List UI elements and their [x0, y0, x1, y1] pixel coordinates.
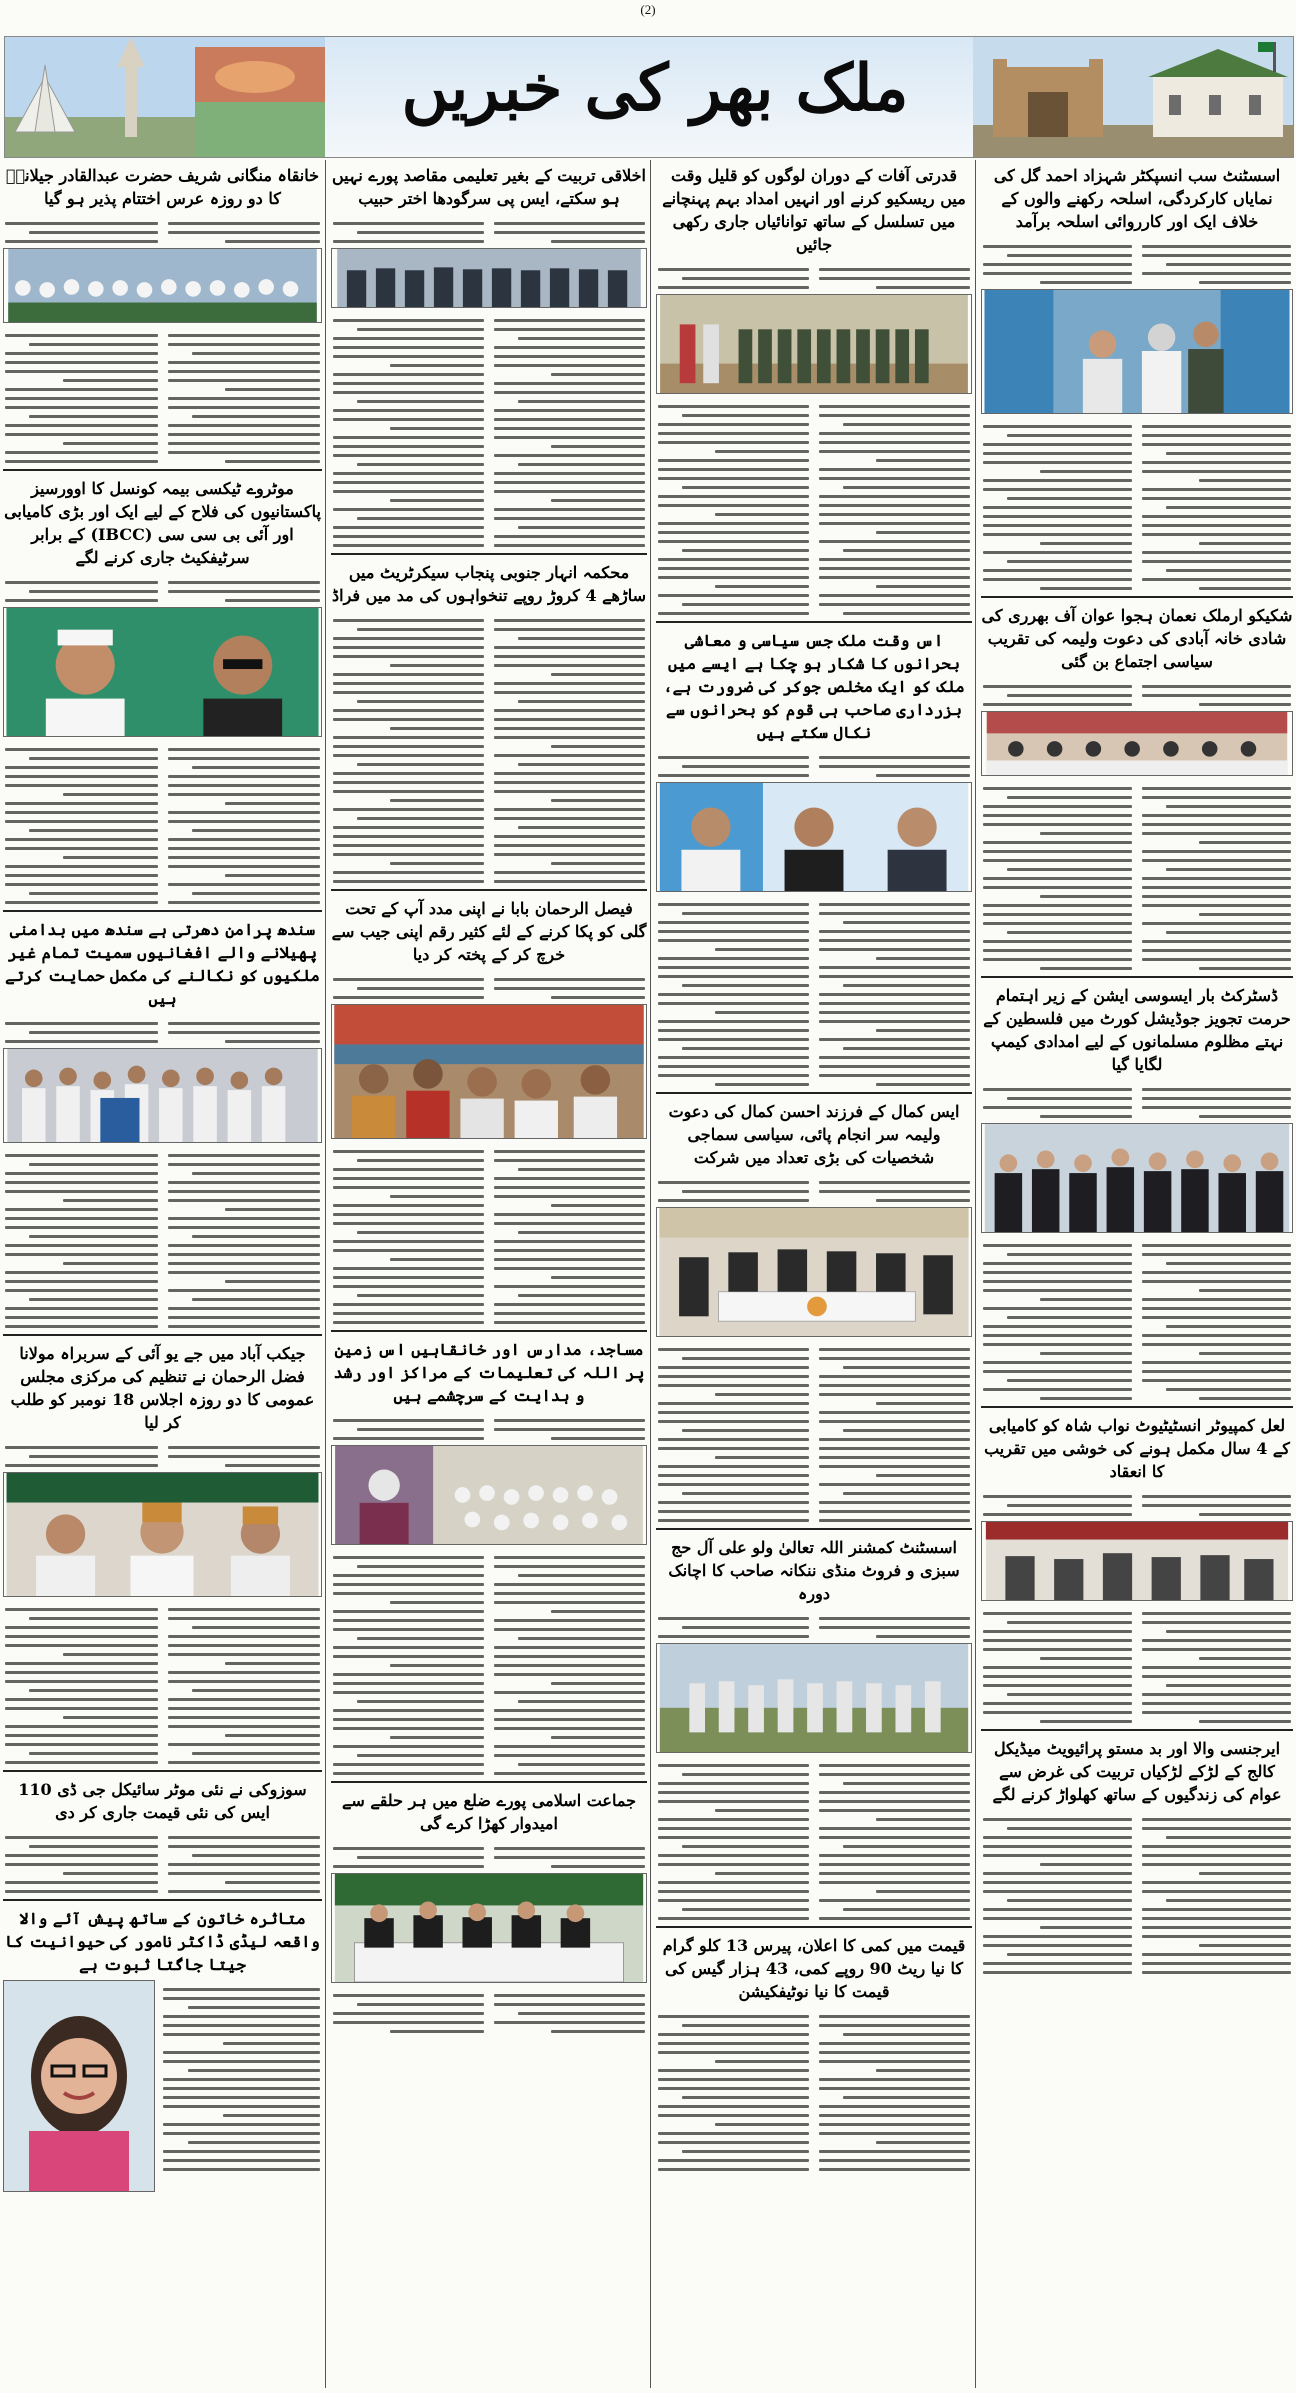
story-photo: [3, 248, 322, 323]
story: [331, 164, 647, 555]
story: [981, 984, 1293, 1408]
story-photo: [331, 248, 647, 308]
story: [331, 1338, 647, 1783]
masthead-title: ملک بھر کی خبریں: [401, 51, 909, 126]
story-headline: سندھ پرامن دھرتی ہے سندھ میں بدامنی پھیلانے والے افغانیوں سمیت تمام غیر ملکیوں کو نکالنے کی مکمل حمایت کرتے ہیں: [5, 920, 320, 1008]
story-photo: [981, 711, 1293, 776]
story: [656, 1934, 972, 2177]
story: [656, 629, 972, 1094]
story-photo: [3, 1472, 322, 1597]
story-headline: اسسٹنٹ سب انسپکٹر شہزاد احمد گل کی نمایاں کارکردگی، اسلحہ رکھنے والوں کے خلاف ایک اور کارروائی اسلحہ برآمد: [993, 166, 1281, 231]
story-photo: [981, 1521, 1293, 1601]
story-headline: ایرجنسی والا اور بد مستو پرائیویٹ میڈیکل کالج کے لڑکے لڑکیاں تربیت کی غرض سے عوام کی زندگیوں کے ساتھ کھلواڑ کرنے لگے: [992, 1739, 1282, 1804]
story-headline: جماعت اسلامی پورے ضلع میں ہر حلقے سے امیدوار کھڑا کرے گی: [341, 1791, 636, 1833]
story: [3, 1907, 322, 2196]
story-headline: ڈسٹرکٹ بار ایسوسی ایشن کے زیر اہتمام حرمت تجویز جوڈیشل کورٹ میں فلسطین کے نہتے مظلوم مسلمانوں کے لیے امدادی کیمپ لگایا گیا: [983, 986, 1291, 1074]
story-headline: جیکب آباد میں جے یو آئی کے سربراہ مولانا فضل الرحمان نے تنظیم کی مرکزی مجلس عمومی کا دو روزہ اجلاس 18 نومبر کو طلب کر لیا: [10, 1344, 315, 1432]
story-headline: شکیکو ارملک نعمان ہجوا عوان آف بھرری کی شادی خانہ آبادی کی دعوت ولیمہ کی تقریب سیاسی اجتماع بن گئی: [981, 606, 1293, 671]
masthead-left-collage: [5, 37, 325, 157]
story: [3, 477, 322, 912]
column-right: [978, 160, 1296, 2388]
story: [3, 1342, 322, 1772]
story: [981, 164, 1293, 598]
story-headline: خانقاہ منگانی شریف حضرت عبدالقادر جیلانیؒ کا دو روزہ عرس اختتام پذیر ہو گیا: [5, 166, 320, 208]
masthead-banner: [4, 36, 1294, 158]
story-headline: اخلاقی تربیت کے بغیر تعلیمی مقاصد پورے نہیں ہو سکتے، ایس پی سرگودھا اختر حبیب: [331, 166, 646, 208]
story: [331, 897, 647, 1332]
story-photo: [331, 1873, 647, 1983]
story: [656, 1536, 972, 1928]
story-headline: ایس کمال کے فرزند احسن کمال کی دعوت ولیمہ سر انجام پائی، سیاسی سماجی شخصیات کی بڑی تعداد میں شرکت: [668, 1102, 960, 1167]
story-photo: [3, 1980, 155, 2192]
story-headline: متاثرہ خاتون کے ساتھ پیش آئے والا واقعہ لیڈی ڈاکٹر نامور کی حیوانیت کا جیتا جاگتا ثبوت ہے: [5, 1909, 320, 1974]
column-center-right: [653, 160, 975, 2388]
story: [981, 604, 1293, 978]
story-headline: سوزوکی نے نئی موٹر سائیکل جی ڈی 110 ایس کی نئی قیمت جاری کر دی: [18, 1780, 307, 1822]
story-headline: مساجد، مدارس اور خانقاہیں اس زمین پر اللہ کی تعلیمات کے مراکز اور رشد و ہدایت کے سرچشمے ہیں: [333, 1340, 645, 1405]
story: [331, 561, 647, 891]
story: [331, 1789, 647, 2039]
masthead-right-collage: [973, 37, 1293, 157]
story-photo: [656, 1207, 972, 1337]
story-photo: [656, 294, 972, 394]
story-photo: [331, 1004, 647, 1139]
story-headline: قدرتی آفات کے دوران لوگوں کو قلیل وقت میں ریسکیو کرنے اور انہیں امداد بہم پہنچانے میں تسلسل کے ساتھ توانائیاں جاری رکھی جائیں: [662, 166, 966, 254]
story: [981, 1414, 1293, 1731]
story-headline: قیمت میں کمی کا اعلان، پیرس 13 کلو گرام کا نیا ریٹ 90 روپے کمی، 43 ہزار گیس کی قیمت کا نیا نوٹیفکیشن: [662, 1936, 966, 2001]
story-photo: [981, 1123, 1293, 1233]
story-headline: فیصل الرحمان بابا نے اپنی مدد آپ کے تحت گلی کو پکا کرنے کے لئے کثیر رقم اپنی جیب سے خرچ کر کے پختہ کر دیا: [331, 899, 647, 964]
news-columns: [0, 160, 1296, 2393]
story: [656, 1100, 972, 1530]
story-headline: اسسٹنٹ کمشنر اللہ تعالیٰ ولو علی آل حج سبزی و فروٹ منڈی ننکانہ صاحب کا اچانک دورہ: [668, 1538, 960, 1603]
story-photo: [656, 782, 972, 892]
column-left: [0, 160, 325, 2388]
story: [656, 164, 972, 623]
story-photo: [331, 1445, 647, 1545]
story: [981, 1737, 1293, 1980]
story-photo: [3, 1048, 322, 1143]
story: [3, 918, 322, 1336]
story-photo: [656, 1643, 972, 1753]
story-photo: [3, 607, 322, 737]
story: [3, 1778, 322, 1901]
story: [3, 164, 322, 471]
story-headline: اس وقت ملک جس سیاسی و معاشی بحرانوں کا شکار ہو چکا ہے ایسے میں ملک کو ایک مخلص جوکر کی ضرورت ہے، بزرداری صاحب ہی قوم کو بحرانوں سے نکال سکتے ہیں: [663, 631, 965, 742]
story-headline: لعل کمپیوٹر انسٹیٹیوٹ نواب شاہ کو کامیابی کے 4 سال مکمل ہونے کی خوشی میں تقریب کا انعقاد: [984, 1416, 1290, 1481]
page-number: (2): [640, 2, 656, 17]
column-center-left: [328, 160, 650, 2388]
story-headline: موٹروے ٹیکسی بیمہ کونسل کا اوورسیز پاکستانیوں کی فلاح کے لیے ایک اور بڑی کامیابی اور آئی بی سی سی (IBCC) کے برابر سرٹیفکیٹ جاری کرنے لگے: [4, 479, 321, 567]
story-headline: محکمہ انہار جنوبی پنجاب سیکرٹریٹ میں ساڑھے 4 کروڑ روپے تنخواہوں کی مد میں فراڈ: [332, 563, 646, 605]
story-photo: [981, 289, 1293, 414]
